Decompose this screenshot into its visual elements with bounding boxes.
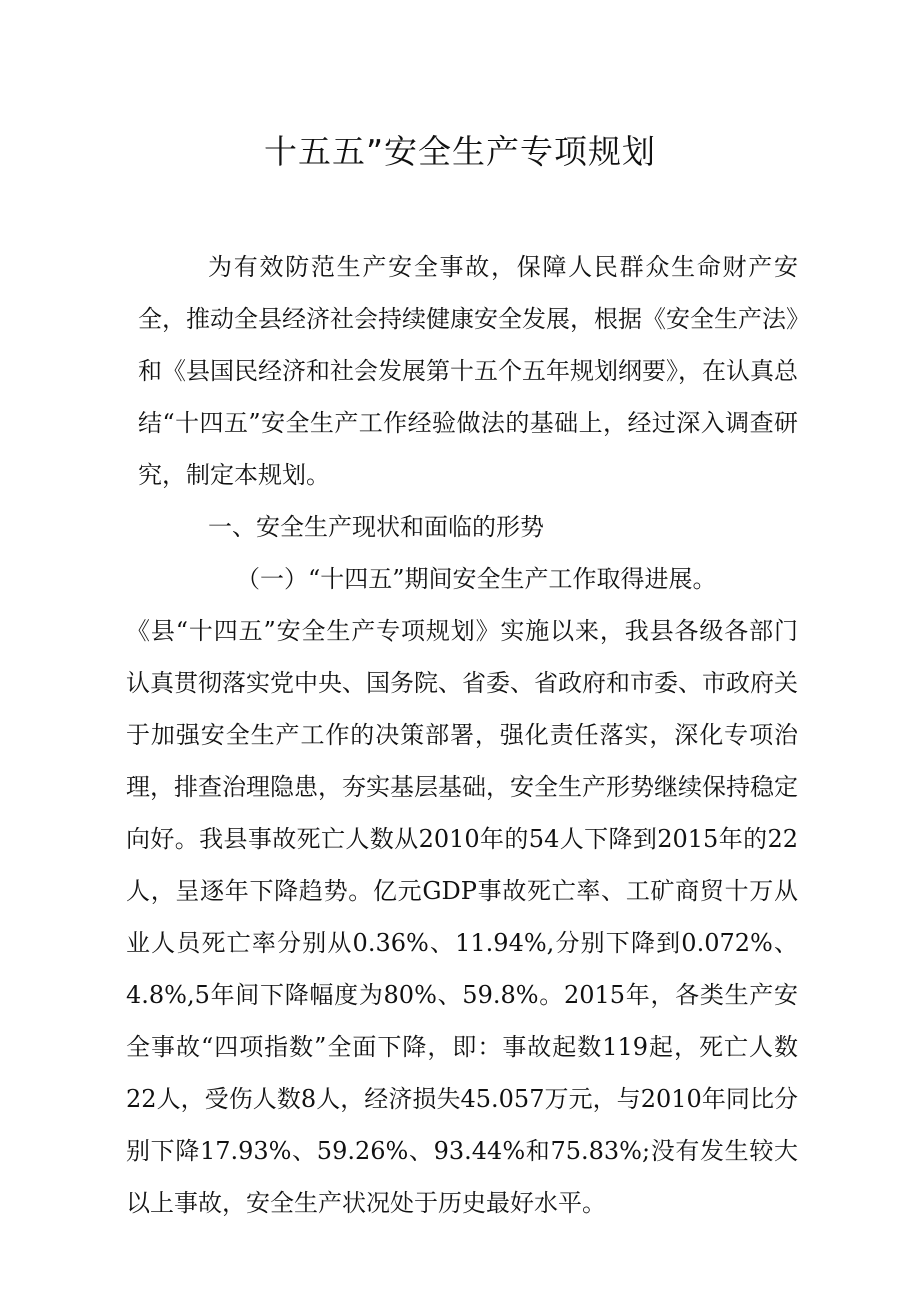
body-paragraph: 《县“十四五”安全生产专项规划》实施以来，我县各级各部门认真贯彻落实党中央、国务院、省委、省政府和市委、市政府关于加强安全生产工作的决策部署，强化责任落实，深化专项治理，排查治理隐患，夯实基层基础，安全生产形势继续保持稳定向好。我县事故死亡人数从2010年的54人下降到2015年的22人，呈逐年下降趋势。亿元GDP事故死亡率、工矿商贸十万从业人员死亡率分别从0.36%、11.94%,分别下降到0.072%、4.8%,5年间下降幅度为80%、59.8%。2015年，各类生产安全事故“四项指数”全面下降，即：事故起数119起，死亡人数22人，受伤人数8人，经济损失45.057万元，与2010年同比分别下降17.93%、59.26%、93.44%和75.83%;没有发生较大以上事故，安全生产状况处于历史最好水平。 <box>126 617 798 1217</box>
intro-paragraph: 为有效防范生产安全事故，保障人民群众生命财产安全，推动全县经济社会持续健康安全发展，根据《安全生产法》和《县国民经济和社会发展第十五个五年规划纲要》，在认真总结“十四五”安全生产工作经验做法的基础上，经过深入调查研究，制定本规划。 <box>138 253 798 489</box>
section-heading: 一、安全生产现状和面临的形势 <box>208 513 544 541</box>
subsection-heading: （一）“十四五”期间安全生产工作取得进展。 <box>236 565 717 593</box>
document-body <box>126 241 798 1229</box>
document-title: 十五五”安全生产专项规划 <box>263 132 657 171</box>
